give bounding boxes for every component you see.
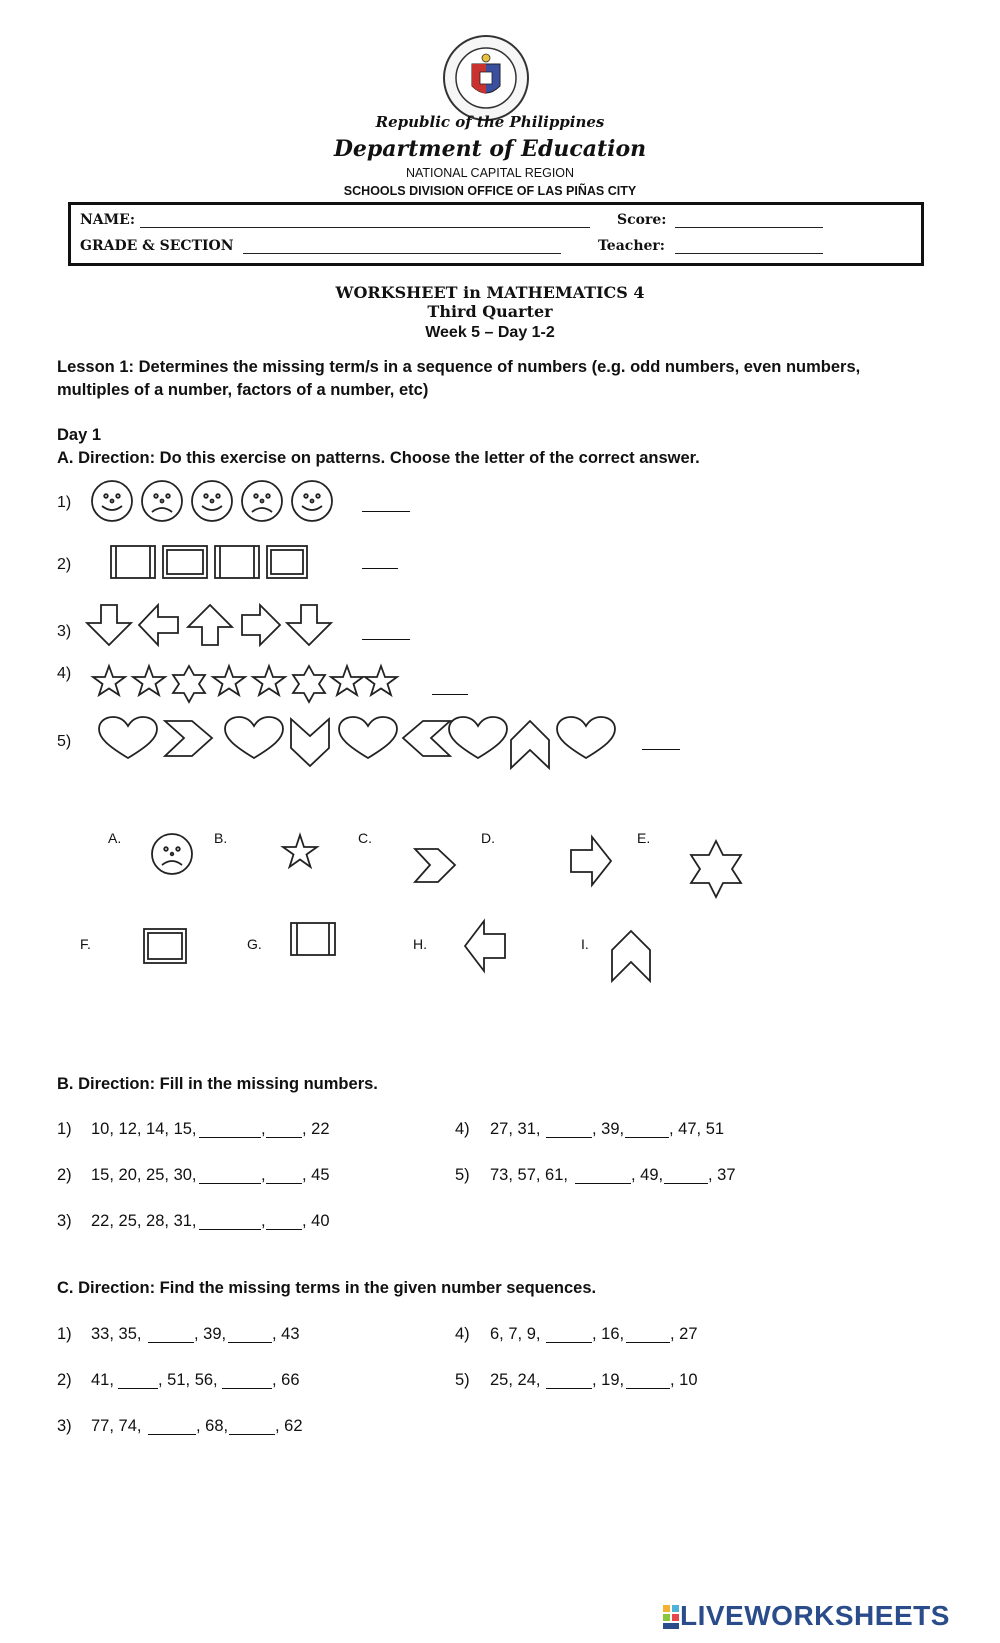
part-b-direction: B. Direction: Fill in the missing numbers. [57,1075,378,1093]
answer-blank[interactable] [626,1387,670,1389]
name-field[interactable] [140,226,590,228]
choice-letter: B. [214,830,228,846]
pattern-item-number: 5) [57,733,72,750]
item-number: 5) [455,1371,470,1389]
sequence-start: 22, 25, 28, 31, [91,1212,197,1230]
answer-blank[interactable] [546,1387,592,1389]
arrow-right-icon [570,836,612,886]
answer-blank[interactable] [199,1182,261,1184]
sequence-end: , 45 [302,1166,330,1184]
sequence-end: , 37 [708,1166,736,1184]
sequence-middle: , 51, 56, [158,1371,218,1389]
sequence-middle: , [261,1212,266,1230]
liveworksheets-logo[interactable]: LIVEWORKSHEETS [680,1600,950,1631]
item-number: 2) [57,1371,72,1389]
choice-letter: G. [247,936,262,952]
week-title: Week 5 – Day 1-2 [425,324,555,341]
sequence-end: , 10 [670,1371,698,1389]
answer-blank[interactable] [546,1136,592,1138]
answer-blank-3[interactable] [362,638,410,640]
rectangle-pattern-icon [110,545,310,579]
framed-rectangle-icon [143,928,187,964]
arrow-pattern-icon [86,603,336,647]
pattern-item-number: 3) [57,623,72,640]
pattern-item-number: 2) [57,556,72,573]
pattern-item-number: 1) [57,494,72,511]
answer-blank[interactable] [625,1136,669,1138]
sequence-start: 6, 7, 9, [490,1325,541,1343]
sequence-middle: , 49, [631,1166,664,1184]
answer-blank-2[interactable] [362,567,398,569]
choice-letter: I. [581,936,589,952]
item-number: 1) [57,1120,72,1138]
sequence-middle: , [261,1166,266,1184]
sequence-end: , 22 [302,1120,330,1138]
sequence-middle: , 68, [196,1417,229,1435]
liveworksheets-logo-icon [662,1604,680,1630]
answer-blank-1[interactable] [362,510,410,512]
department-heading: Department of Education [333,136,647,162]
sequence-middle: , 16, [592,1325,625,1343]
lesson-line-1: Lesson 1: Determines the missing term/s in a sequence of numbers (e.g. odd numbers, even numbers, [57,358,861,376]
sequence-middle: , 39, [592,1120,625,1138]
division-heading: SCHOOLS DIVISION OFFICE OF LAS PIÑAS CITY [343,184,637,198]
sequence-start: 27, 31, [490,1120,541,1138]
sequence-end: , 40 [302,1212,330,1230]
item-number: 3) [57,1212,72,1230]
answer-blank[interactable] [222,1387,272,1389]
item-number: 1) [57,1325,72,1343]
sequence-end: , 27 [670,1325,698,1343]
sequence-middle: , 39, [194,1325,227,1343]
answer-blank[interactable] [266,1136,302,1138]
chevron-right-icon [414,848,456,884]
day-label: Day 1 [57,426,102,444]
pattern-item-number: 4) [57,665,72,682]
six-point-star-icon [690,840,742,898]
sequence-middle: , [261,1120,266,1138]
sad-face-icon [150,832,194,876]
answer-blank[interactable] [626,1341,670,1343]
choice-letter: F. [80,936,91,952]
answer-blank[interactable] [199,1228,261,1230]
item-number: 4) [455,1120,470,1138]
choice-letter: A. [108,830,122,846]
answer-blank[interactable] [199,1136,261,1138]
quarter-title: Third Quarter [427,302,553,321]
deped-seal-icon [442,34,530,122]
student-info-box [68,202,924,266]
smiley-sad-pattern-icon [90,480,340,524]
teacher-field[interactable] [675,252,823,254]
sequence-end: , 62 [275,1417,303,1435]
answer-blank[interactable] [546,1341,592,1343]
answer-blank[interactable] [148,1433,196,1435]
answer-blank[interactable] [148,1341,194,1343]
star-pattern-icon [92,664,402,704]
republic-heading: Republic of the Philippines [375,113,605,131]
item-number: 3) [57,1417,72,1435]
part-c-direction: C. Direction: Find the missing terms in the given number sequences. [57,1279,597,1297]
sequence-start: 33, 35, [91,1325,142,1343]
chevron-up-icon [611,930,651,982]
answer-blank-4[interactable] [432,693,468,695]
choice-letter: E. [637,830,651,846]
sequence-start: 41, [91,1371,114,1389]
choice-letter: D. [481,830,495,846]
answer-blank[interactable] [228,1341,272,1343]
arrow-left-icon [464,920,506,972]
sequence-middle: , 19, [592,1371,625,1389]
answer-blank-5[interactable] [642,748,680,750]
item-number: 4) [455,1325,470,1343]
lesson-line-2: multiples of a number, factors of a number, etc) [57,381,429,399]
answer-blank[interactable] [266,1228,302,1230]
answer-blank[interactable] [266,1182,302,1184]
choice-letter: H. [413,936,427,952]
sequence-start: 25, 24, [490,1371,541,1389]
star-icon [282,834,318,868]
item-number: 2) [57,1166,72,1184]
score-field[interactable] [675,226,823,228]
sequence-end: , 66 [272,1371,300,1389]
answer-blank[interactable] [575,1182,631,1184]
sequence-start: 73, 57, 61, [490,1166,568,1184]
sequence-start: 77, 74, [91,1417,142,1435]
heart-chevron-pattern-icon [98,716,630,776]
part-a-direction: A. Direction: Do this exercise on patterns. Choose the letter of the correct answer. [57,449,700,467]
sequence-start: 10, 12, 14, 15, [91,1120,197,1138]
choice-letter: C. [358,830,372,846]
sequence-end: , 43 [272,1325,300,1343]
grade-section-label: GRADE & SECTION [80,238,234,254]
grade-section-field[interactable] [243,252,561,254]
region-heading: NATIONAL CAPITAL REGION [405,166,575,180]
answer-blank[interactable] [664,1182,708,1184]
score-label: Score: [617,212,667,228]
sequence-end: , 47, 51 [669,1120,725,1138]
teacher-label: Teacher: [598,238,665,254]
item-number: 5) [455,1166,470,1184]
side-bar-rectangle-icon [290,922,336,956]
worksheet-title: WORKSHEET in MATHEMATICS 4 [335,283,645,302]
answer-blank[interactable] [118,1387,158,1389]
answer-blank[interactable] [229,1433,275,1435]
name-label: NAME: [80,212,135,228]
sequence-start: 15, 20, 25, 30, [91,1166,197,1184]
